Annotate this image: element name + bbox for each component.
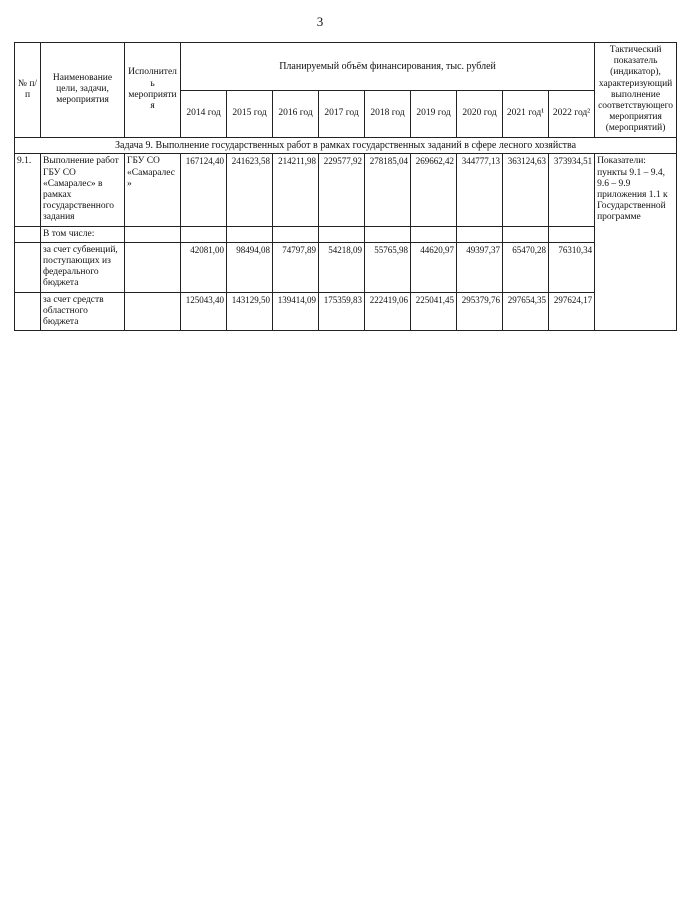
value-cell: 363124,63 [503,154,549,226]
row-num [15,226,41,242]
value-cell: 278185,04 [365,154,411,226]
value-cell: 295379,76 [457,292,503,331]
value-cell: 54218,09 [319,242,365,292]
task-row [15,137,677,154]
value-cell: 297654,35 [503,292,549,331]
value-cell: 214211,98 [273,154,319,226]
value-cell [181,226,227,242]
col-header-year: 2015 год [227,91,273,137]
value-cell: 139414,09 [273,292,319,331]
col-header-indicator: Тактический показатель (индикатор), характеризующий выполнение соответствующего мероприятия (мероприятий) [595,43,677,138]
value-cell: 225041,45 [411,292,457,331]
value-cell: 74797,89 [273,242,319,292]
value-cell [457,226,503,242]
row-executor [125,242,181,292]
page-number: 3 [316,14,324,29]
value-cell: 49397,37 [457,242,503,292]
value-cell: 55765,98 [365,242,411,292]
value-cell: 344777,13 [457,154,503,226]
value-cell [319,226,365,242]
row-name: за счет средств областного бюджета [41,292,125,331]
col-header-year: 2022 год² [549,91,595,137]
table-row [15,154,677,226]
header-row-top [15,43,677,91]
row-indicator: Показатели: пункты 9.1 – 9.4, 9.6 – 9.9 приложения 1.1 к Государственной программе [595,154,677,331]
col-header-executor: Исполнитель мероприятия [125,43,181,138]
col-header-year: 2019 год [411,91,457,137]
row-name: Выполнение работ ГБУ СО «Самаралес» в рамках государственного задания [41,154,125,226]
value-cell [365,226,411,242]
value-cell: 297624,17 [549,292,595,331]
value-cell: 241623,58 [227,154,273,226]
col-header-year: 2021 год¹ [503,91,549,137]
row-executor [125,226,181,242]
value-cell: 76310,34 [549,242,595,292]
value-cell: 229577,92 [319,154,365,226]
row-name: В том числе: [41,226,125,242]
row-num [15,242,41,292]
value-cell: 42081,00 [181,242,227,292]
value-cell [227,226,273,242]
financing-table [14,42,677,331]
col-header-year: 2020 год [457,91,503,137]
row-num: 9.1. [15,154,41,226]
task-title: Задача 9. Выполнение государственных работ в рамках государственных заданий в сфере лесного хозяйства [15,137,677,154]
row-executor [125,292,181,331]
value-cell: 65470,28 [503,242,549,292]
value-cell: 175359,83 [319,292,365,331]
value-cell: 44620,97 [411,242,457,292]
table-row [15,242,677,292]
row-executor: ГБУ СО «Самаралес» [125,154,181,226]
value-cell: 167124,40 [181,154,227,226]
value-cell [503,226,549,242]
value-cell [549,226,595,242]
col-header-year: 2014 год [181,91,227,137]
row-num [15,292,41,331]
value-cell: 143129,50 [227,292,273,331]
col-header-year: 2016 год [273,91,319,137]
value-cell: 98494,08 [227,242,273,292]
table-row [15,226,677,242]
col-header-year: 2018 год [365,91,411,137]
value-cell: 222419,06 [365,292,411,331]
value-cell: 269662,42 [411,154,457,226]
value-cell [273,226,319,242]
row-name: за счет субвенций, поступающих из федерального бюджета [41,242,125,292]
table-row [15,292,677,331]
col-header-num: № п/п [15,43,41,138]
col-header-year: 2017 год [319,91,365,137]
value-cell [411,226,457,242]
value-cell: 373934,51 [549,154,595,226]
col-header-name: Наименование цели, задачи, мероприятия [41,43,125,138]
value-cell: 125043,40 [181,292,227,331]
col-header-financing-group: Планируемый объём финансирования, тыс. рублей [181,43,595,91]
